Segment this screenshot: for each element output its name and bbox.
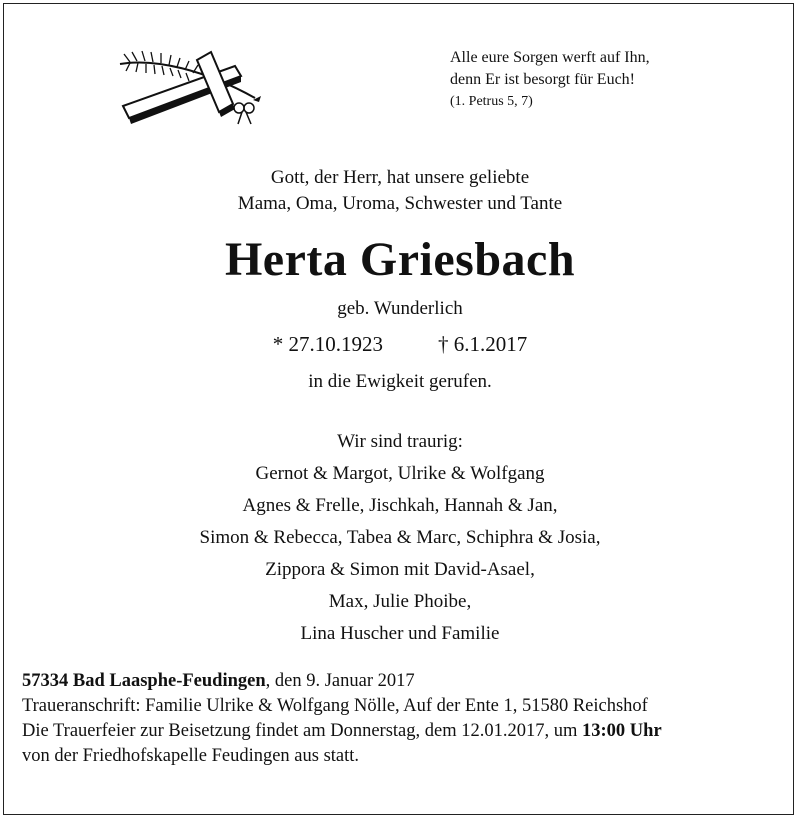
called-home-text: in die Ewigkeit gerufen.: [308, 371, 492, 392]
verse-reference: (1. Petrus 5, 7): [450, 94, 533, 109]
notice-footer: [22, 669, 792, 769]
mourning-address: Traueranschrift: Familie Ulrike & Wolfgang Nölle, Auf der Ente 1, 51580 Reichshof: [22, 696, 648, 716]
service-time: 13:00 Uhr: [582, 721, 662, 741]
notice-date: , den 9. Januar 2017: [265, 671, 415, 691]
mourner-line: Agnes & Frelle, Jischkah, Hannah & Jan,: [242, 495, 558, 516]
service-text: Die Trauerfeier zur Beisetzung findet am Donnerstag, dem 12.01.2017, um: [22, 721, 583, 741]
mourner-line: Max, Julie Phoibe,: [328, 591, 472, 612]
intro-line-1: Gott, der Herr, hat unsere geliebte: [270, 167, 530, 188]
mourner-line: Lina Huscher und Familie: [300, 623, 500, 644]
birth-date: * 27.10.1923: [272, 332, 383, 356]
mourner-line: Gernot & Margot, Ulrike & Wolfgang: [255, 463, 545, 484]
verse-line-2: denn Er ist besorgt für Euch!: [450, 71, 635, 88]
cross-with-palm-icon: [115, 48, 270, 128]
bible-verse: [450, 47, 780, 113]
intro-text: [0, 165, 800, 217]
verse-line-1: Alle eure Sorgen werft auf Ihn,: [450, 49, 650, 66]
intro-line-2: Mama, Oma, Uroma, Schwester und Tante: [237, 193, 563, 214]
born-name: geb. Wunderlich: [337, 298, 463, 319]
deceased-name: Herta Griesbach: [224, 233, 576, 286]
mourner-line: Simon & Rebecca, Tabea & Marc, Schiphra & Josia,: [199, 527, 601, 548]
mourners-heading: Wir sind traurig:: [337, 431, 463, 452]
mourner-line: Zippora & Simon mit David-Asael,: [265, 559, 535, 580]
mourners-list: [0, 426, 800, 650]
place-date-line: [22, 669, 792, 694]
service-info: [22, 719, 792, 744]
place: 57334 Bad Laasphe-Feudingen: [22, 671, 266, 691]
death-date: † 6.1.2017: [438, 332, 528, 356]
life-dates: [0, 330, 800, 358]
service-location: von der Friedhofskapelle Feudingen aus statt.: [22, 746, 360, 766]
